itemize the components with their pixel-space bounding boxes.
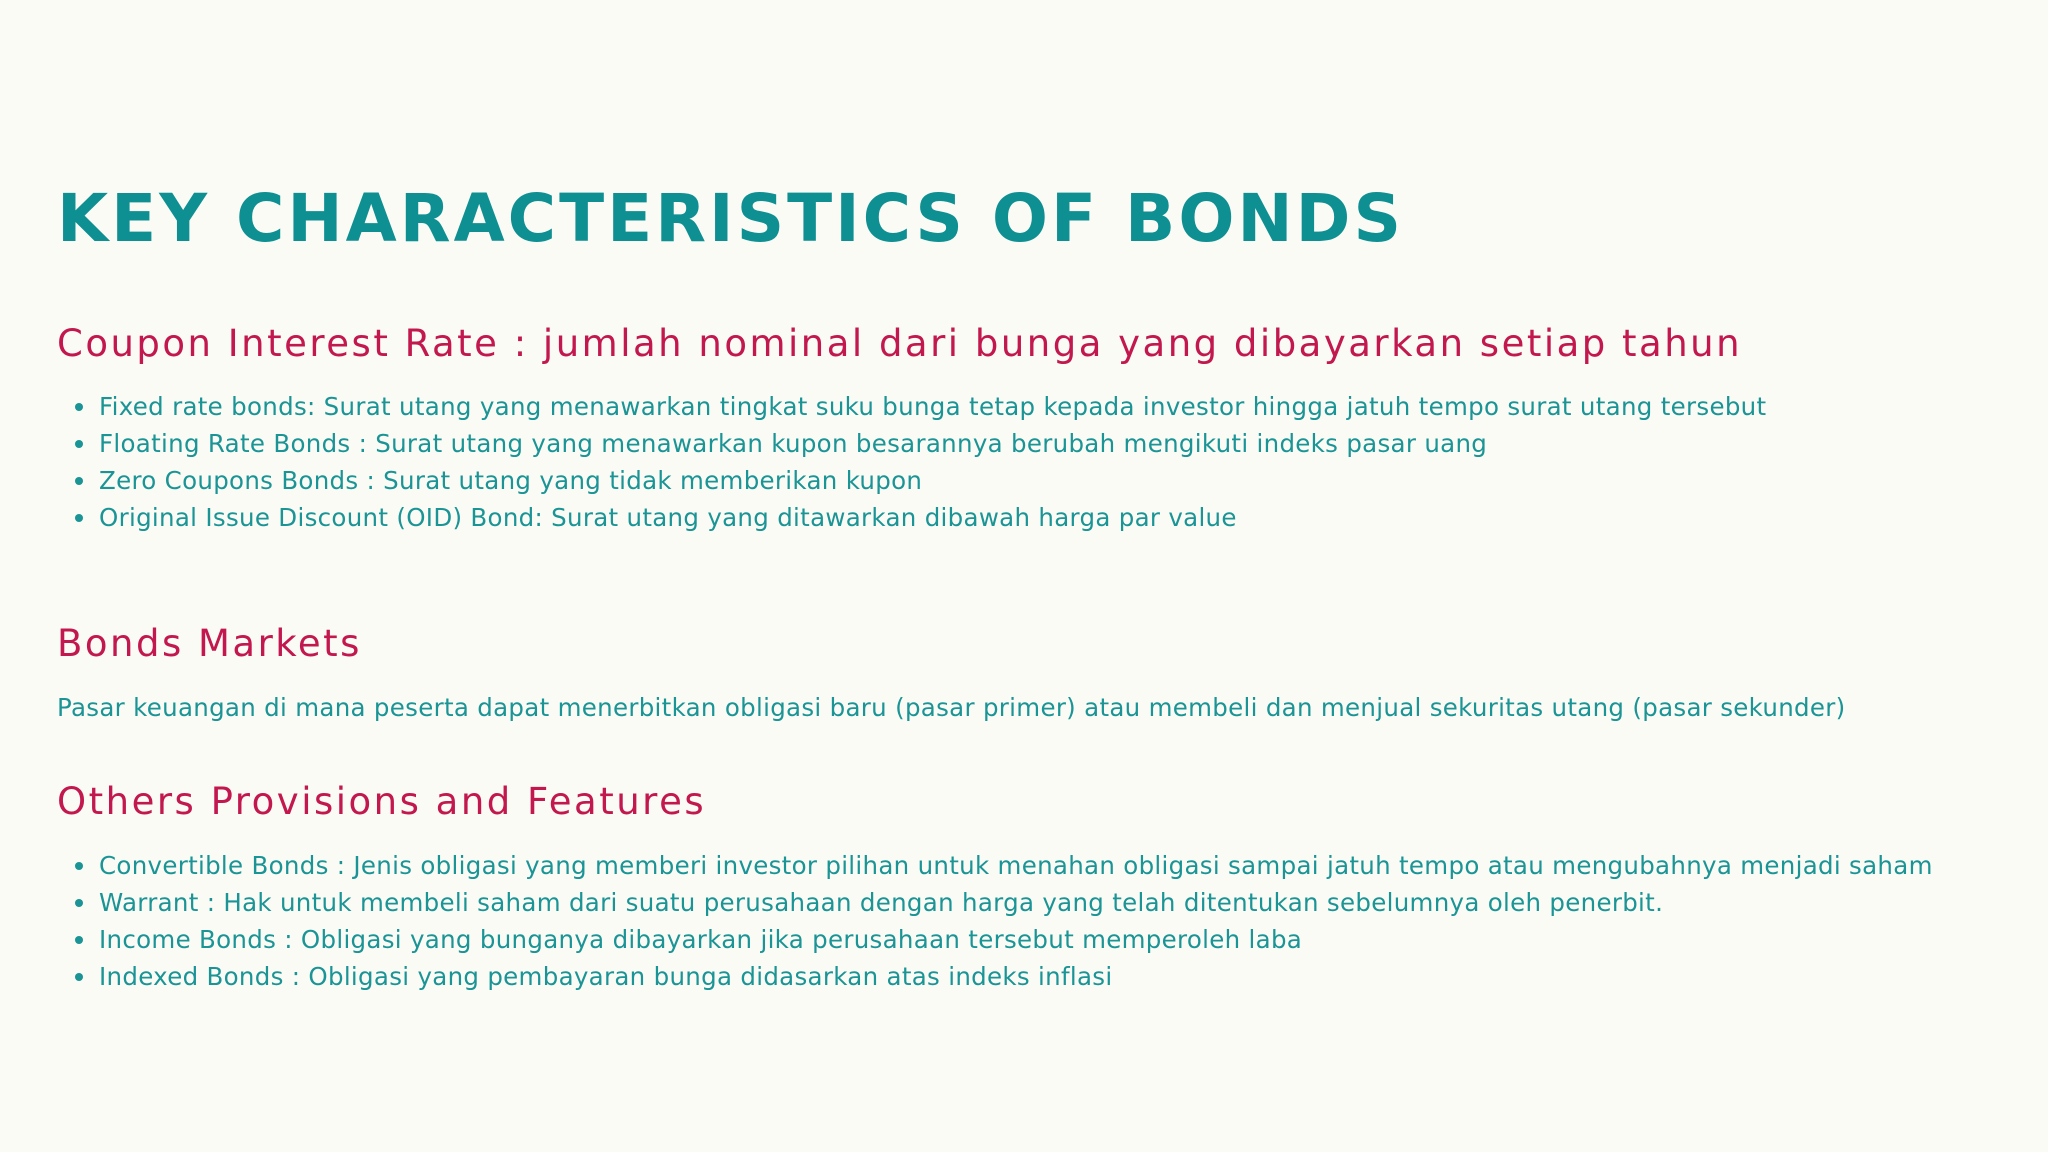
bonds-markets-description: Pasar keuangan di mana peserta dapat menerbitkan obligasi baru (pasar primer) atau membeli dan menjual sekuritas utang (pasar sekunder) [57,693,1846,722]
coupon-interest-heading: Coupon Interest Rate : jumlah nominal dari bunga yang dibayarkan setiap tahun [57,322,1743,365]
slide [57,0,2017,1152]
list-item: Fixed rate bonds: Surat utang yang menawarkan tingkat suku bunga tetap kepada investor hingga jatuh tempo surat utang tersebut [99,388,1766,425]
other-provisions-heading: Others Provisions and Features [57,780,707,823]
bonds-markets-heading: Bonds Markets [57,622,362,665]
list-item: Convertible Bonds : Jenis obligasi yang memberi investor pilihan untuk menahan obligasi sampai jatuh tempo atau mengubahnya menjadi saham [99,847,1933,884]
list-item: Income Bonds : Obligasi yang bunganya dibayarkan jika perusahaan tersebut memperoleh laba [99,921,1933,958]
list-item: Warrant : Hak untuk membeli saham dari suatu perusahaan dengan harga yang telah ditentukan sebelumnya oleh penerbit. [99,884,1933,921]
slide-title: KEY CHARACTERISTICS OF BONDS [57,180,1404,257]
list-item: Zero Coupons Bonds : Surat utang yang tidak memberikan kupon [99,462,1766,499]
other-provisions-bullet-list [99,847,1933,995]
list-item: Floating Rate Bonds : Surat utang yang menawarkan kupon besarannya berubah mengikuti indeks pasar uang [99,425,1766,462]
coupon-bullet-list [99,388,1766,536]
list-item: Indexed Bonds : Obligasi yang pembayaran bunga didasarkan atas indeks inflasi [99,958,1933,995]
list-item: Original Issue Discount (OID) Bond: Surat utang yang ditawarkan dibawah harga par value [99,499,1766,536]
